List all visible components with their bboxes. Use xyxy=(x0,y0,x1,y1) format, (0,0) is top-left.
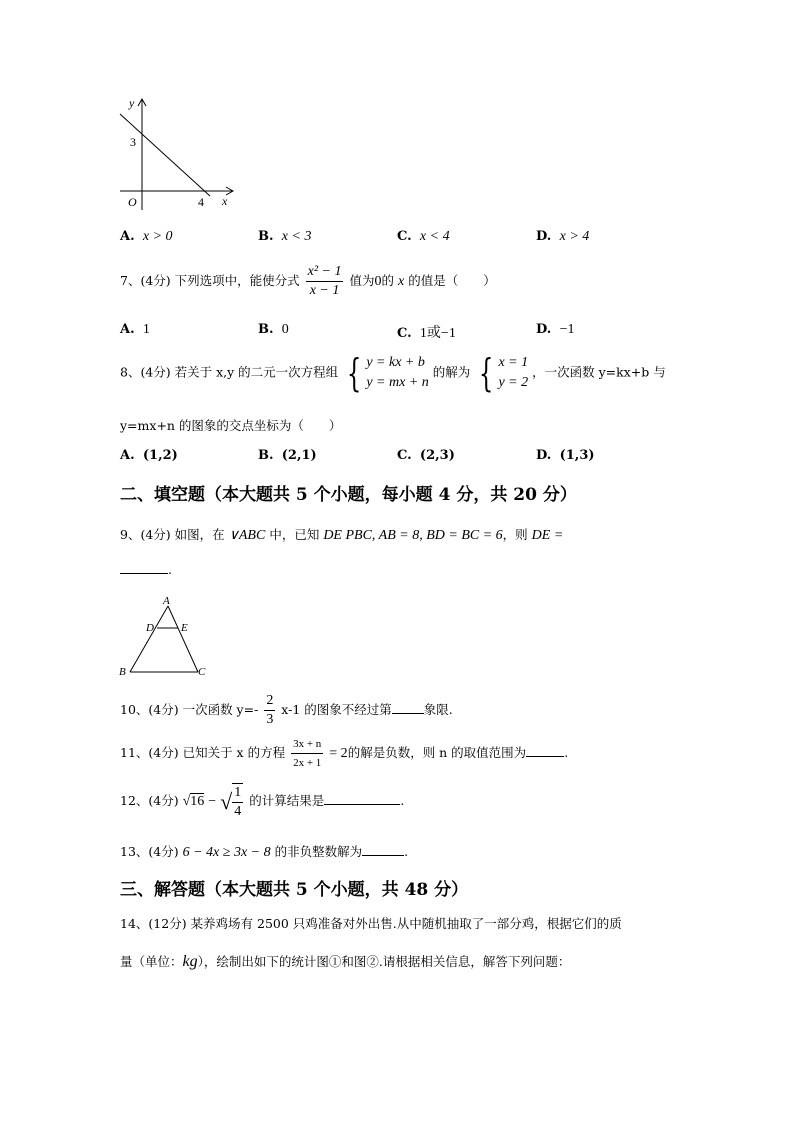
vertex-c-label: C xyxy=(198,666,206,678)
question-8: 8、(4分) 若关于 x,y 的二元一次方程组 { y = kx + b y = mx + n 的解为 { x = 1 y = 2 ，一次函数 y=kx+b 与 xyxy=(120,351,666,395)
q11-fraction: $\frac{3x + n}{2x + 1}$ xyxy=(291,735,323,772)
side-ab xyxy=(130,606,168,672)
point-e-label: E xyxy=(181,622,188,634)
question-7: 7、(4分) 下列选项中，能使分式 $\frac{\text{x² − 1}}{x - 1}$ 值为0的 x 的值是（ ） xyxy=(120,264,496,298)
function-line xyxy=(120,114,210,196)
question-14-line2: 量（单位：kg），绘制出如下的统计图①和图②.请根据相关信息，解答下列问题： xyxy=(120,953,571,970)
question-13: 13、(4分) 6 − 4x ≥ 3x − 8 的非负整数解为 . xyxy=(120,844,409,860)
question-12: 12、(4分) √16 − √ $\frac{1}{4}$ 的计算结果是 . xyxy=(120,785,405,819)
q12-sqrt-fraction: √ $\frac{1}{4}$ xyxy=(220,785,242,819)
q10-answer-blank[interactable] xyxy=(392,701,424,714)
q13-answer-blank[interactable] xyxy=(362,843,404,856)
question-8-line2: y=mx+n 的图象的交点坐标为（ ） xyxy=(120,418,342,433)
x-axis-label: x xyxy=(222,194,228,208)
q6-option-b[interactable]: B. x < 3 xyxy=(258,229,312,244)
q7-option-d[interactable]: D. −1 xyxy=(536,322,575,337)
origin-label: O xyxy=(128,195,137,209)
side-ac xyxy=(168,606,198,672)
q8-solution: x = 1 y = 2 xyxy=(498,355,529,390)
point-d-label: D xyxy=(146,622,154,634)
q8-option-d[interactable]: D. (1,3) xyxy=(536,448,595,463)
q7-option-b[interactable]: B. 0 xyxy=(258,322,289,337)
q8-equation-system: y = kx + b y = mx + n xyxy=(366,355,429,390)
q8-option-c[interactable]: C. (2,3) xyxy=(397,448,455,463)
y-axis-label: y xyxy=(129,96,135,110)
q12-sqrt-16: √16 xyxy=(182,794,205,810)
q6-option-a[interactable]: A. x > 0 xyxy=(120,229,173,244)
q6-option-c[interactable]: C. x < 4 xyxy=(397,229,450,244)
question-9: 9、(4分) 如图，在 ∨ABC 中，已知 DE PBC, AB = 8, BD = BC = 6，则 DE = xyxy=(120,527,564,543)
q9-answer-line[interactable]: . xyxy=(120,561,172,577)
q7-option-c[interactable]: C. 1或−1 xyxy=(397,326,456,341)
q10-fraction: $\frac{2}{3}$ xyxy=(266,693,274,727)
x-intercept-label: 4 xyxy=(198,195,204,209)
q6-option-d[interactable]: D. x > 4 xyxy=(536,229,590,244)
question-10: 10、(4分) 一次函数 y=- $\frac{2}{3}$ x-1 的图象不经过第 象限. xyxy=(120,693,453,727)
q8-option-b[interactable]: B. (2,1) xyxy=(258,448,317,463)
section-3-title: 三、解答题（本大题共 5 个小题，共 48 分） xyxy=(120,880,469,900)
vertex-b-label: B xyxy=(119,666,126,678)
vertex-a-label: A xyxy=(163,595,170,607)
question-11: 11、(4分) 已知关于 x 的方程 $\frac{3x + n}{2x + 1}$ = 2的解是负数，则 n 的取值范围为 . xyxy=(120,735,568,772)
q7-option-a[interactable]: A. 1 xyxy=(120,322,150,337)
q7-fraction: $\frac{\text{x² − 1}}{x - 1}$ xyxy=(307,264,342,298)
q11-answer-blank[interactable] xyxy=(526,744,564,757)
q6-graph xyxy=(112,92,242,212)
q9-triangle-figure xyxy=(114,594,214,680)
section-2-title: 二、填空题（本大题共 5 个小题，每小题 4 分，共 20 分） xyxy=(120,485,577,505)
question-14-line1: 14、(12分) 某养鸡场有 2500 只鸡准备对外出售.从中随机抽取了一部分鸡，根据它们的质 xyxy=(120,916,622,931)
q12-answer-blank[interactable] xyxy=(324,792,400,805)
q8-option-a[interactable]: A. (1,2) xyxy=(120,448,178,463)
y-intercept-label: 3 xyxy=(130,135,136,149)
